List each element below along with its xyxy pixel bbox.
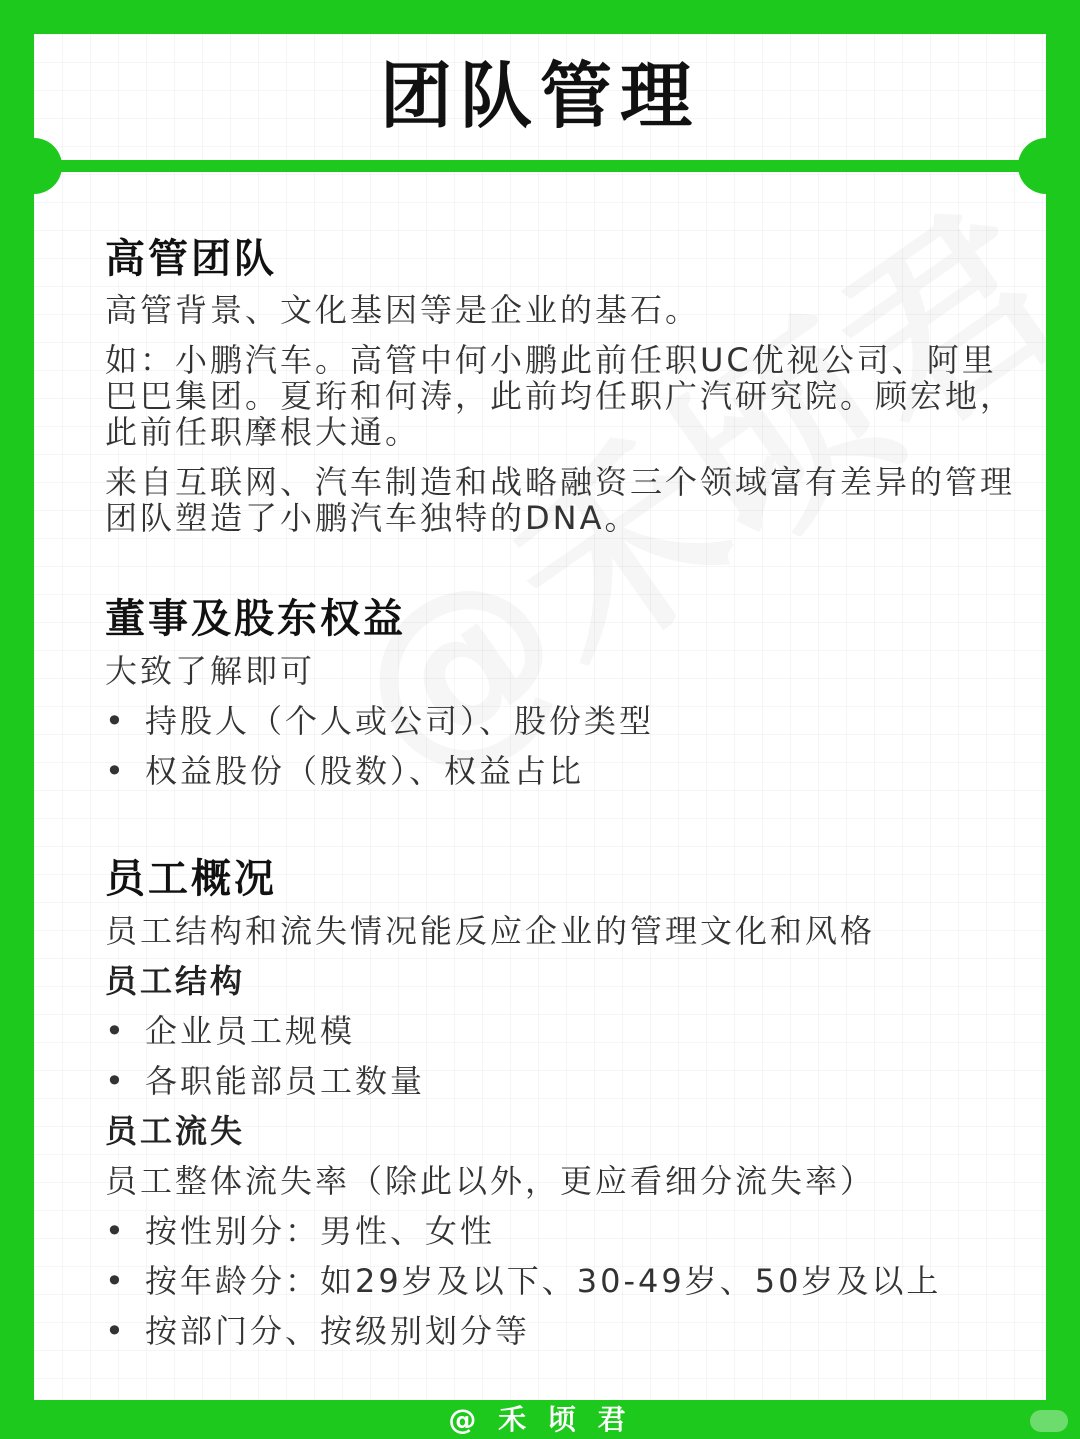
bullet-dot: • — [105, 1262, 127, 1300]
section-intro: 员工结构和流失情况能反应企业的管理文化和风格 — [105, 912, 876, 950]
list-item — [105, 1306, 1015, 1356]
list-item — [105, 1256, 1015, 1306]
list-item-text: 各职能部员工数量 — [145, 1062, 426, 1100]
bullet-dot: • — [105, 1312, 127, 1350]
list-item-text: 按部门分、按级别划分等 — [145, 1312, 531, 1350]
title-divider — [34, 160, 1046, 172]
list-item-text: 按年龄分：如29岁及以下、30-49岁、50岁及以上 — [145, 1262, 942, 1300]
list-item-text: 权益股份（股数）、权益占比 — [145, 752, 585, 790]
bullet-dot: • — [105, 1062, 127, 1100]
paragraph: 高管背景、文化基因等是企业的基石。 — [105, 291, 701, 329]
section-intro: 员工整体流失率（除此以外，更应看细分流失率） — [105, 1162, 876, 1200]
section-heading-board-shareholders: 董事及股东权益 — [105, 596, 406, 642]
page-title: 团队管理 — [379, 54, 700, 138]
paragraph: 来自互联网、汽车制造和战略融资三个领域富有差异的管理团队塑造了小鹏汽车独特的DNA。 — [105, 463, 1016, 537]
bullet-dot: • — [105, 702, 127, 740]
paragraph: 如：小鹏汽车。高管中何小鹏此前任职UC优视公司、阿里巴巴集团。夏珩和何涛，此前均任职广汽研究院。顾宏地，此前任职摩根大通。 — [105, 341, 1016, 451]
list-item-text: 按性别分：男性、女性 — [145, 1212, 496, 1250]
section-heading-employee-overview: 员工概况 — [105, 856, 277, 902]
list-item-text: 持股人（个人或公司）、股份类型 — [145, 702, 655, 740]
list-item — [105, 696, 1015, 746]
section-intro: 大致了解即可 — [105, 652, 316, 690]
list-item — [105, 746, 1015, 796]
list-item-text: 企业员工规模 — [145, 1012, 356, 1050]
footer-author: @ 禾 顷 君 — [448, 1403, 632, 1436]
content-body — [105, 232, 1015, 1356]
section-heading-executive-team: 高管团队 — [105, 236, 277, 282]
corner-badge — [1030, 1410, 1068, 1432]
bullet-dot: • — [105, 1012, 127, 1050]
list-item — [105, 1206, 1015, 1256]
bullet-dot: • — [105, 1212, 127, 1250]
list-item — [105, 1006, 1015, 1056]
subheading-employee-structure: 员工结构 — [105, 962, 246, 1000]
list-item — [105, 1056, 1015, 1106]
subheading-employee-turnover: 员工流失 — [105, 1112, 246, 1150]
bullet-dot: • — [105, 752, 127, 790]
